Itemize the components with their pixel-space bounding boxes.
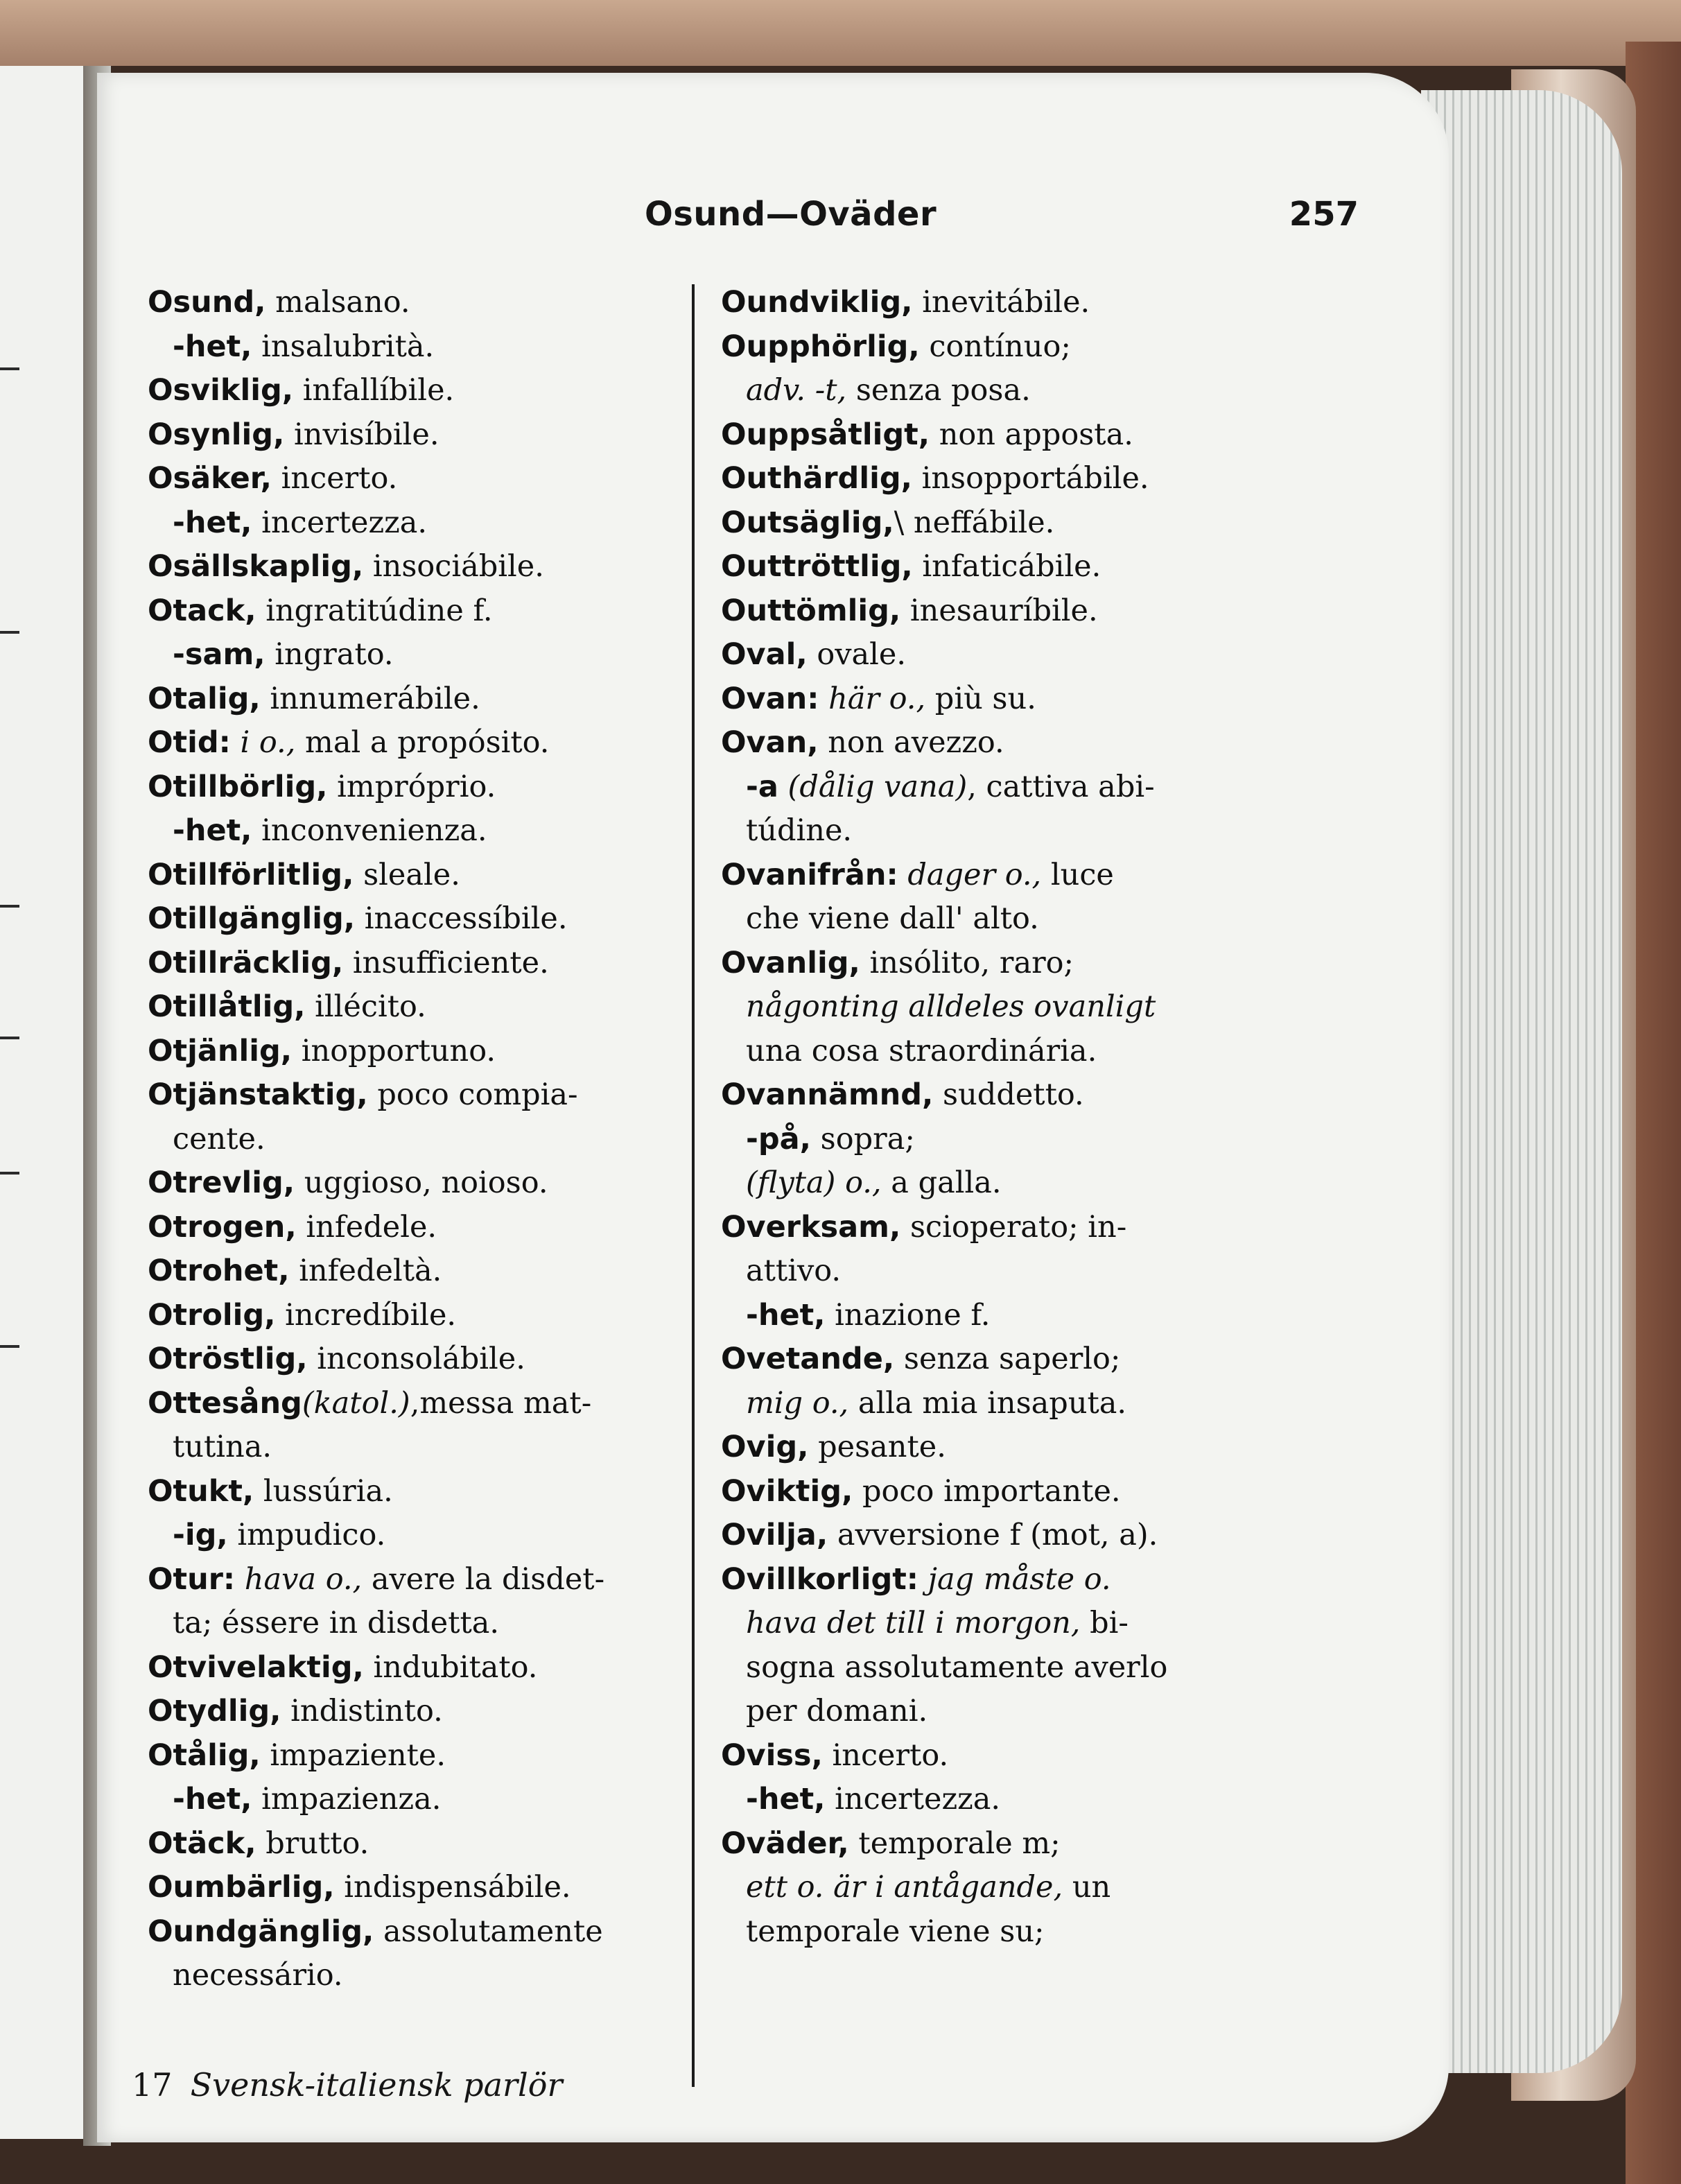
headword: -het, <box>173 329 252 364</box>
dictionary-entry <box>148 413 751 458</box>
dictionary-entry <box>721 501 1359 546</box>
dictionary-entry <box>721 413 1359 458</box>
headword: Otillräcklig, <box>148 945 344 980</box>
definition: poco importante. <box>853 1473 1121 1509</box>
definition: illécito. <box>305 989 426 1024</box>
headword: Overksam, <box>721 1209 901 1245</box>
dictionary-entry <box>148 1646 751 1690</box>
headword: Otrolig, <box>148 1297 276 1333</box>
dictionary-entry <box>148 1030 751 1074</box>
headword: Otukt, <box>148 1473 254 1509</box>
headword: Outtömlig, <box>721 593 901 628</box>
dictionary-entry <box>148 1734 751 1778</box>
dictionary-entry <box>721 457 1359 501</box>
running-header <box>541 195 1359 250</box>
example-phrase: någonting alldeles ovanligt <box>746 989 1156 1024</box>
example-phrase: (katol.) <box>302 1385 410 1421</box>
definition: ingrato. <box>265 637 394 672</box>
dictionary-entry <box>148 1382 751 1426</box>
headword: Oväder, <box>721 1826 849 1861</box>
dictionary-entry <box>148 1161 751 1206</box>
definition: bi- <box>1080 1606 1129 1640</box>
headword: Oviktig, <box>721 1473 853 1509</box>
definition: infedele. <box>296 1209 437 1245</box>
headword: Oundviklig, <box>721 285 913 320</box>
definition: brutto. <box>256 1826 369 1861</box>
dictionary-entry <box>721 1778 1359 1822</box>
definition: incertezza. <box>825 1782 1001 1817</box>
dictionary-entry <box>148 589 751 634</box>
definition: necessário. <box>173 1958 343 1993</box>
headword: Otalig, <box>148 681 261 716</box>
headword: Osviklig, <box>148 373 294 408</box>
definition: imprόprio. <box>327 769 496 804</box>
dictionary-entry <box>148 1073 751 1118</box>
headword: Otillåtlig, <box>148 989 306 1024</box>
headword: Ovan: <box>721 681 819 716</box>
definition: attivo. <box>746 1254 842 1288</box>
dictionary-entry <box>148 985 751 1030</box>
headword: Ovilja, <box>721 1518 828 1552</box>
dictionary-entry <box>148 1294 751 1338</box>
headword: -het, <box>173 1782 252 1817</box>
example-phrase: här o., <box>819 681 926 716</box>
definition: temporale viene su; <box>746 1914 1045 1949</box>
definition: inconvenienza. <box>252 813 487 848</box>
definition: inazione f. <box>825 1297 991 1333</box>
dictionary-entry <box>148 1206 751 1250</box>
definition: impazienza. <box>252 1782 442 1817</box>
definition: indispensábile. <box>334 1870 571 1905</box>
dictionary-entry <box>148 1558 751 1602</box>
dictionary-entry <box>721 369 1359 413</box>
headword: Outsäglig, <box>721 505 894 540</box>
example-phrase: i o., <box>230 725 296 760</box>
book-title: Svensk-italiensk parlör <box>190 2066 563 2104</box>
definition: insólito, raro; <box>860 945 1074 980</box>
dictionary-entry <box>148 677 751 722</box>
definition: una cosa straordinária. <box>746 1033 1097 1068</box>
dictionary-entry <box>721 985 1359 1030</box>
right-column <box>721 281 1359 1954</box>
headword: Otrevlig, <box>148 1165 295 1200</box>
definition: luce <box>1041 857 1114 892</box>
headword: -a <box>746 769 778 804</box>
headword: Otydlig, <box>148 1694 281 1728</box>
dictionary-entry <box>148 1954 751 1998</box>
definition: alla mia insaputa. <box>848 1385 1127 1421</box>
dictionary-entry <box>721 545 1359 589</box>
headword: Osäker, <box>148 461 272 496</box>
definition: insufficiente. <box>343 945 549 980</box>
definition: poco compia- <box>367 1077 578 1112</box>
dictionary-entry <box>721 589 1359 634</box>
definition: assolutamente <box>374 1914 603 1949</box>
dictionary-entry <box>148 1337 751 1382</box>
definition: infedeltà. <box>289 1254 442 1288</box>
headword: Otålig, <box>148 1737 261 1773</box>
table-edge-top <box>0 0 1681 66</box>
headword: Otrohet, <box>148 1254 290 1288</box>
dictionary-entry <box>148 1910 751 1955</box>
definition: non apposta. <box>930 417 1133 452</box>
dictionary-entry <box>721 1514 1359 1558</box>
definition: tutina. <box>173 1430 272 1464</box>
headword: -på, <box>746 1121 811 1156</box>
headword: Ottesång <box>148 1385 302 1421</box>
headword: Osynlig, <box>148 417 285 452</box>
definition: ovale. <box>807 637 907 672</box>
headword: Oundgänglig, <box>148 1914 374 1949</box>
headword: -het, <box>173 813 252 848</box>
dictionary-entry <box>148 721 751 765</box>
definition: indistinto. <box>281 1694 443 1728</box>
headword: Ovanifrån: <box>721 857 898 892</box>
headword: Ovig, <box>721 1430 809 1464</box>
definition: sogna assolutamente averlo <box>746 1649 1168 1685</box>
definition: insociábile. <box>363 549 544 584</box>
headword: Ovannämnd, <box>721 1077 934 1112</box>
definition: ingratitúdine f. <box>256 593 493 628</box>
dictionary-entry <box>148 897 751 942</box>
headword: Otack, <box>148 593 256 628</box>
headword: Otid: <box>148 725 231 760</box>
example-phrase: (dålig vana) <box>778 769 968 804</box>
dictionary-entry <box>721 1382 1359 1426</box>
dictionary-entry <box>148 281 751 325</box>
definition: cente. <box>173 1121 265 1156</box>
dictionary-entry <box>148 1778 751 1822</box>
example-phrase: adv. -t, <box>746 373 847 408</box>
dictionary-entry <box>148 633 751 677</box>
definition: innumerábile. <box>260 681 480 716</box>
example-phrase: ett o. är i antågande, <box>746 1870 1063 1905</box>
headword: -het, <box>746 1297 826 1333</box>
dictionary-entry <box>721 1646 1359 1690</box>
example-phrase: jag måste o. <box>918 1561 1111 1597</box>
definition: infaticábile. <box>912 549 1101 584</box>
left-page-text-fragments <box>0 66 28 2139</box>
left-column <box>148 281 751 1998</box>
definition: avversione f (mot, a). <box>828 1518 1158 1552</box>
headword: Ovanlig, <box>721 945 860 980</box>
definition: scioperato; in- <box>900 1209 1127 1245</box>
definition: impaziente. <box>260 1737 446 1773</box>
headword: -sam, <box>173 637 265 672</box>
dictionary-entry <box>721 325 1359 370</box>
definition: inaccessíbile. <box>355 901 568 936</box>
headword: -ig, <box>173 1518 228 1552</box>
page-footer <box>132 2066 562 2104</box>
headword: Otur: <box>148 1561 236 1597</box>
dictionary-entry <box>148 369 751 413</box>
dictionary-entry <box>721 1294 1359 1338</box>
dictionary-entry <box>721 1558 1359 1602</box>
running-title: Osund—Oväder <box>645 195 937 234</box>
example-phrase: hava det till i morgon, <box>746 1606 1081 1640</box>
dictionary-entry <box>148 1602 751 1646</box>
dictionary-entry <box>721 281 1359 325</box>
dictionary-entry <box>721 1206 1359 1250</box>
definition: pesante. <box>808 1430 946 1464</box>
headword: Ovan, <box>721 725 819 760</box>
dictionary-entry <box>721 809 1359 853</box>
definition: non avezzo. <box>818 725 1004 760</box>
dictionary-entry <box>148 457 751 501</box>
dictionary-entry <box>721 633 1359 677</box>
dictionary-entry <box>148 1249 751 1294</box>
headword: Oviss, <box>721 1737 823 1773</box>
definition: contínuo; <box>919 329 1071 364</box>
dictionary-entry <box>721 1337 1359 1382</box>
dictionary-entry <box>721 1690 1359 1734</box>
page-number: 257 <box>1289 195 1359 234</box>
definition: ta; éssere in disdetta. <box>173 1606 500 1640</box>
definition: un <box>1063 1870 1111 1905</box>
definition: per domani. <box>746 1694 928 1728</box>
dictionary-entry <box>721 1073 1359 1118</box>
dictionary-entry <box>721 1866 1359 1910</box>
definition: ,messa mat- <box>410 1385 592 1421</box>
example-phrase: dager o., <box>898 857 1042 892</box>
definition: avere la disdet- <box>362 1561 605 1597</box>
dictionary-entry <box>721 1118 1359 1162</box>
headword: Oval, <box>721 637 808 672</box>
dictionary-entry <box>148 942 751 986</box>
definition: indubitato. <box>363 1649 538 1685</box>
definition: a galla. <box>881 1165 1002 1200</box>
definition: mal a propósito. <box>295 725 550 760</box>
dictionary-entry <box>721 1470 1359 1514</box>
headword: Otjänlig, <box>148 1033 293 1068</box>
definition: incerto. <box>822 1737 949 1773</box>
dictionary-entry <box>721 677 1359 722</box>
headword: Otvivelaktig, <box>148 1649 364 1685</box>
definition: insalubrità. <box>252 329 435 364</box>
right-page <box>97 73 1449 2142</box>
dictionary-entry <box>721 853 1359 898</box>
dictionary-entry <box>721 1030 1359 1074</box>
definition: temporale m; <box>848 1826 1061 1861</box>
dictionary-entry <box>721 1910 1359 1955</box>
dictionary-entry <box>721 1161 1359 1206</box>
headword: Ovillkorligt: <box>721 1561 919 1597</box>
dictionary-entry <box>148 1470 751 1514</box>
dictionary-entry <box>721 1249 1359 1294</box>
example-phrase: (flyta) o., <box>746 1165 882 1200</box>
definition: che viene dall' alto. <box>746 901 1039 936</box>
definition: senza saperlo; <box>894 1342 1121 1376</box>
definition: malsano. <box>265 285 410 320</box>
definition: incredíbile. <box>275 1297 457 1333</box>
signature-mark: 17 <box>132 2066 173 2104</box>
headword: Otröstlig, <box>148 1342 308 1376</box>
definition: suddetto. <box>933 1077 1084 1112</box>
definition: incerto. <box>272 461 398 496</box>
headword: Otillförlitlig, <box>148 857 354 892</box>
dictionary-entry <box>721 942 1359 986</box>
definition: lussúria. <box>254 1473 393 1509</box>
dictionary-entry <box>148 1866 751 1910</box>
definition: \ neffábile. <box>894 505 1055 540</box>
dictionary-entry <box>148 765 751 810</box>
dictionary-entry <box>721 721 1359 765</box>
definition: senza posa. <box>846 373 1031 408</box>
headword: Otillgänglig, <box>148 901 356 936</box>
dictionary-entry <box>148 1690 751 1734</box>
definition: uggioso, noioso. <box>295 1165 548 1200</box>
dictionary-entry <box>148 545 751 589</box>
headword: Ovetande, <box>721 1342 895 1376</box>
dictionary-entry <box>721 897 1359 942</box>
dictionary-entry <box>148 1514 751 1558</box>
definition: insopportábile. <box>912 461 1149 496</box>
dictionary-entry <box>721 1734 1359 1778</box>
headword: -het, <box>173 505 252 540</box>
headword: Otjänstaktig, <box>148 1077 368 1112</box>
definition: sleale. <box>354 857 460 892</box>
definition: , cattiva abi- <box>967 769 1155 804</box>
headword: -het, <box>746 1782 826 1817</box>
headword: Oupphörlig, <box>721 329 920 364</box>
page-stack-edge <box>1421 90 1622 2073</box>
definition: più su. <box>925 681 1036 716</box>
dictionary-entry <box>721 765 1359 810</box>
example-phrase: hava o., <box>235 1561 363 1597</box>
definition: impudico. <box>227 1518 386 1552</box>
headword: Otillbörlig, <box>148 769 328 804</box>
headword: Osund, <box>148 285 266 320</box>
definition: invisíbile. <box>284 417 439 452</box>
definition: túdine. <box>746 813 853 848</box>
definition: incertezza. <box>252 505 428 540</box>
definition: inconsolábile. <box>307 1342 525 1376</box>
dictionary-entry <box>148 325 751 370</box>
dictionary-entry <box>721 1602 1359 1646</box>
headword: Osällskaplig, <box>148 549 364 584</box>
dictionary-entry <box>148 853 751 898</box>
dictionary-entry <box>148 1118 751 1162</box>
headword: Otrogen, <box>148 1209 297 1245</box>
dictionary-entry <box>148 1425 751 1470</box>
definition: inevitábile. <box>912 285 1090 320</box>
headword: Outtröttlig, <box>721 549 913 584</box>
definition: sopra; <box>810 1121 915 1156</box>
dictionary-entry <box>721 1822 1359 1866</box>
dictionary-entry <box>721 1425 1359 1470</box>
headword: Oumbärlig, <box>148 1870 335 1905</box>
dictionary-entry <box>148 809 751 853</box>
definition: infallíbile. <box>293 373 455 408</box>
example-phrase: mig o., <box>746 1385 849 1421</box>
headword: Outhärdlig, <box>721 461 912 496</box>
column-rule <box>692 284 695 2087</box>
headword: Otäck, <box>148 1826 256 1861</box>
dictionary-entry <box>148 501 751 546</box>
headword: Ouppsåtligt, <box>721 417 930 452</box>
definition: inopportuno. <box>292 1033 496 1068</box>
dictionary-entry <box>148 1822 751 1866</box>
definition: inesauríbile. <box>900 593 1098 628</box>
